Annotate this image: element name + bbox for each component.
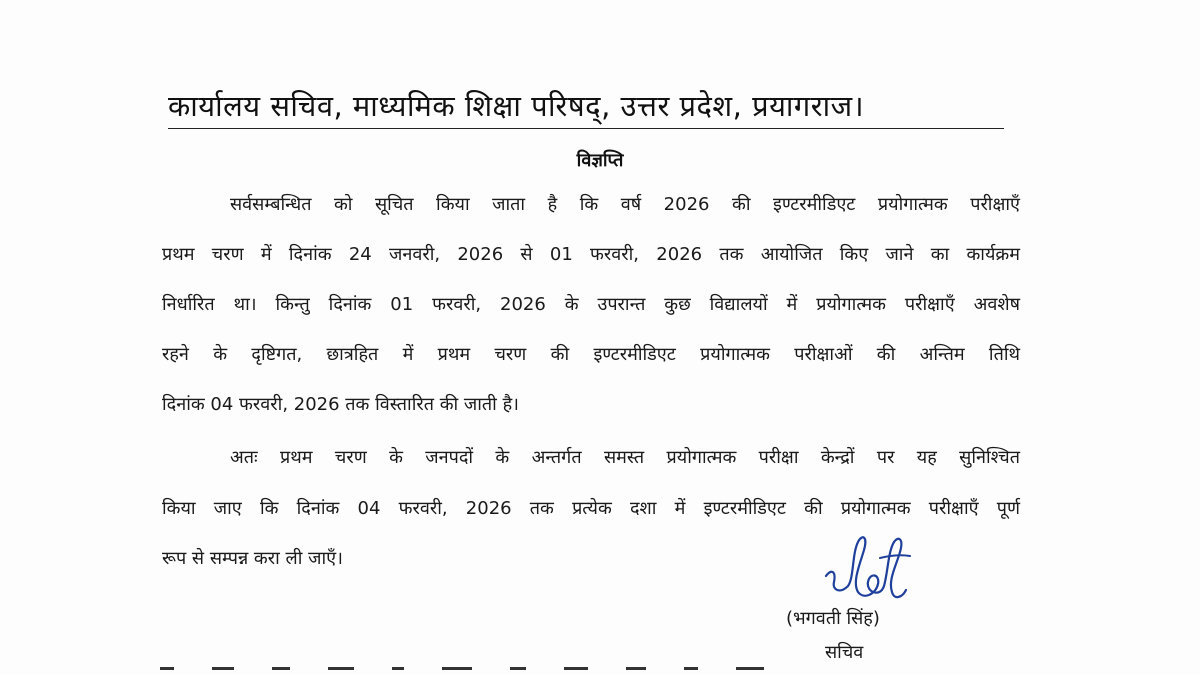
paragraph1-line4: रहने के दृष्टिगत, छात्रहित में प्रथम चरण की इण्टरमीडिएट प्रयोगात्मक परीक्षाओं की अन्तिम तिथि <box>162 344 1020 365</box>
signatory-designation: सचिव <box>825 642 864 663</box>
signatory-name: (भगवती सिंह) <box>786 608 880 629</box>
paragraph1-line2: प्रथम चरण में दिनांक 24 जनवरी, 2026 से 01 फरवरी, 2026 तक आयोजित किए जाने का कार्यक्रम <box>162 244 1020 265</box>
notice-heading: विज्ञप्ति <box>576 150 624 171</box>
paragraph1-line5: दिनांक 04 फरवरी, 2026 तक विस्तारित की जाती है। <box>162 394 519 415</box>
office-title: कार्यालय सचिव, माध्यमिक शिक्षा परिषद्, उत्तर प्रदेश, प्रयागराज। <box>168 89 865 123</box>
paragraph1-line1: सर्वसम्बन्धित को सूचित किया जाता है कि वर्ष 2026 की इण्टरमीडिएट प्रयोगात्मक परीक्षाएँ <box>230 194 1020 215</box>
paragraph2-line3: रूप से सम्पन्न करा ली जाएँ। <box>162 548 343 569</box>
paragraph2-line2: किया जाए कि दिनांक 04 फरवरी, 2026 तक प्रत्येक दशा में इण्टरमीडिएट की प्रयोगात्मक परीक्षाएँ पूर्ण <box>162 498 1020 519</box>
paragraph2-line1: अतः प्रथम चरण के जनपदों के अन्तर्गत समस्त प्रयोगात्मक परीक्षा केन्द्रों पर यह सुनिश्चित <box>230 447 1020 468</box>
signature-image <box>818 528 918 610</box>
title-underline <box>168 128 1004 129</box>
next-line-cutoff <box>160 667 980 675</box>
paragraph1-line3: निर्धारित था। किन्तु दिनांक 01 फरवरी, 2026 के उपरान्त कुछ विद्यालयों में प्रयोगात्मक परीक्षाएँ अवशेष <box>162 294 1020 315</box>
